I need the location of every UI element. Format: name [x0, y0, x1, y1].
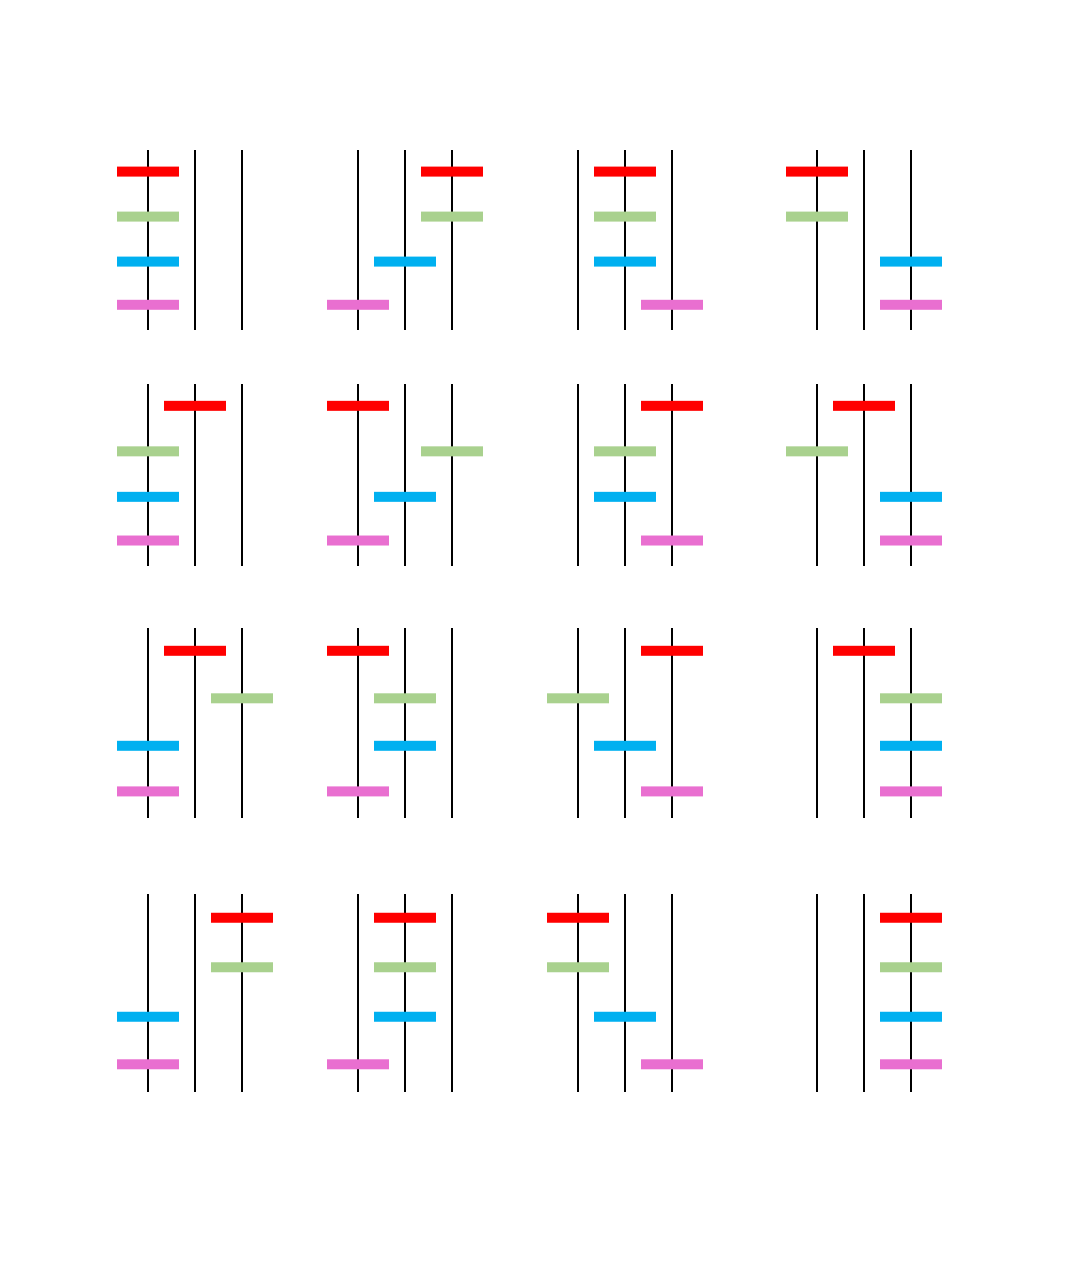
disk-pink [327, 786, 389, 796]
disk-pink [880, 1059, 942, 1069]
disk-red [421, 167, 483, 177]
disk-blue [880, 257, 942, 267]
disk-blue [880, 1012, 942, 1022]
disk-red [594, 167, 656, 177]
disk-green [786, 446, 848, 456]
disk-red [833, 401, 895, 411]
disk-red [374, 913, 436, 923]
disk-green [547, 962, 609, 972]
disk-green [117, 446, 179, 456]
disk-blue [880, 492, 942, 502]
disk-red [833, 646, 895, 656]
disk-red [327, 646, 389, 656]
disk-blue [594, 741, 656, 751]
disk-pink [641, 786, 703, 796]
disk-pink [641, 1059, 703, 1069]
disk-red [786, 167, 848, 177]
disk-pink [641, 300, 703, 310]
disk-green [594, 212, 656, 222]
disk-green [211, 693, 273, 703]
disk-green [880, 962, 942, 972]
disk-pink [117, 786, 179, 796]
disk-red [164, 401, 226, 411]
disk-blue [594, 257, 656, 267]
disk-green [211, 962, 273, 972]
disk-pink [641, 536, 703, 546]
disk-green [786, 212, 848, 222]
disk-red [117, 167, 179, 177]
disk-green [374, 693, 436, 703]
disk-green [421, 446, 483, 456]
disk-red [547, 913, 609, 923]
disk-pink [327, 536, 389, 546]
disk-green [594, 446, 656, 456]
disk-red [641, 646, 703, 656]
disk-pink [117, 300, 179, 310]
disk-blue [117, 257, 179, 267]
disk-blue [594, 1012, 656, 1022]
disk-green [117, 212, 179, 222]
disk-red [880, 913, 942, 923]
disk-blue [117, 492, 179, 502]
disk-green [421, 212, 483, 222]
disk-red [164, 646, 226, 656]
disk-pink [327, 1059, 389, 1069]
disk-blue [880, 741, 942, 751]
disk-pink [117, 536, 179, 546]
disk-pink [880, 786, 942, 796]
disk-blue [374, 492, 436, 502]
disk-red [641, 401, 703, 411]
disk-pink [117, 1059, 179, 1069]
disk-pink [327, 300, 389, 310]
disk-red [327, 401, 389, 411]
disk-green [880, 693, 942, 703]
disk-red [211, 913, 273, 923]
disk-blue [594, 492, 656, 502]
disk-blue [374, 1012, 436, 1022]
disk-blue [117, 1012, 179, 1022]
disk-pink [880, 300, 942, 310]
disk-green [374, 962, 436, 972]
disk-pink [880, 536, 942, 546]
disk-green [547, 693, 609, 703]
disk-blue [374, 257, 436, 267]
disk-blue [117, 741, 179, 751]
disk-blue [374, 741, 436, 751]
